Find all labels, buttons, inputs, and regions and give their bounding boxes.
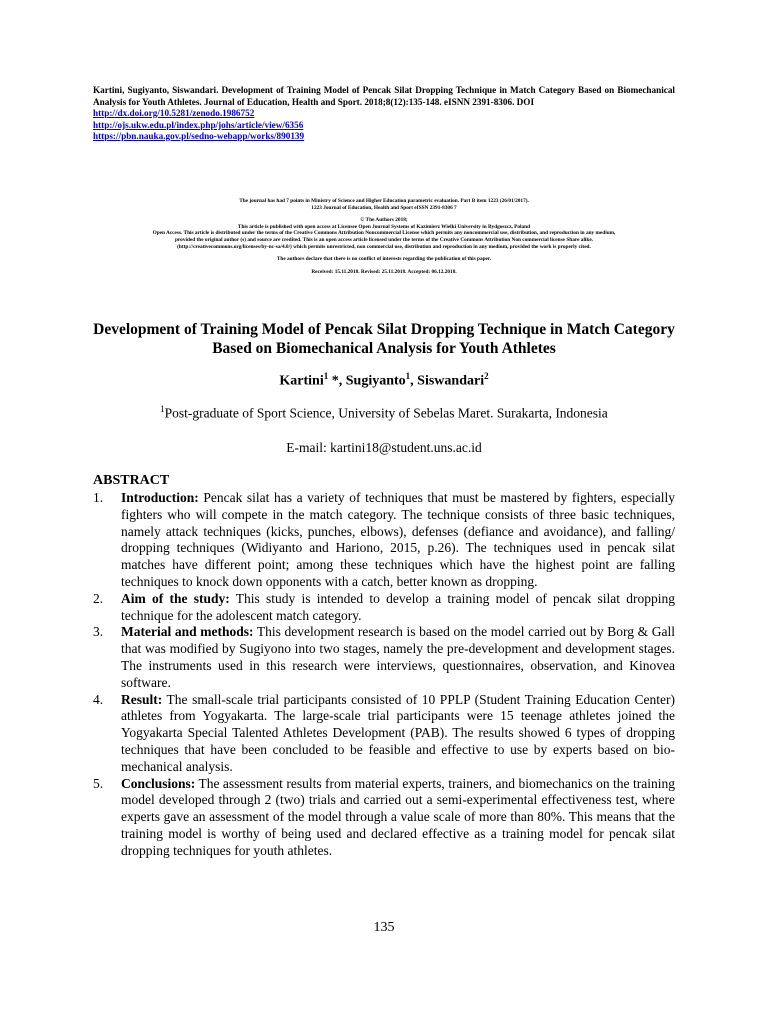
author-separator: *, [328,373,346,389]
abstract-heading: ABSTRACT [93,473,170,488]
item-text: The assessment results from material experts, trainers, and biomechanics on the training model developed through 2 (two) trials and carried out a semi-experimental effectiveness test, where experts gave an assessment of the model through a value scale of more than 80%. This means that the training model is worthy of being used and declared effective as a training model for pencak silat dropping techniques for youth athletes. [121,775,675,858]
copyright-line: © The Authors 2018; [360,217,408,224]
citation-block [93,85,675,143]
author-affiliation-mark: 2 [484,371,489,381]
item-text: This study is intended to develop a training model of pencak silat dropping technique for the adolescent match category. [121,590,675,623]
license-line-2: Open Access. This article is distributed under the terms of the Creative Commons Attribution Noncommercial License which permits any noncommercial use, distribution, and reproduction in any medium, [152,230,616,237]
contact-email: E-mail: kartini18@student.uns.ac.id [286,440,482,455]
author-list [93,371,675,390]
item-number: 3. [93,624,104,640]
item-number: 2. [93,590,104,606]
journal-notice [93,198,675,275]
evaluation-line-2: 1223 Journal of Education, Health and Sport eISSN 2391-8306 7 [311,204,457,211]
abstract-item [93,692,675,776]
license-line-1: This article is published with open access at Licensee Open Journal Systems of Kazimierz Wielki University in Bydgoszcz, Poland [237,223,531,230]
author-name: Sugiyanto [345,373,406,389]
doi-link[interactable]: http://dx.doi.org/10.5281/zenodo.1986752 [93,108,255,118]
citation-text: Kartini, Sugiyanto, Siswandari. Development of Training Model of Pencak Silat Dropping Technique in Match Category Based on Biomechanical Analysis for Youth Athletes. Journal of Education, Health and Sport. 2018;8(12):135-148. eISNN 2391-8306. DOI [93,85,675,107]
pbn-link[interactable]: https://pbn.nauka.gov.pl/sedno-webapp/works/890139 [93,131,305,141]
author-name: Siswandari [417,373,485,389]
abstract-list [93,490,675,860]
author-affiliation-mark: 1 [405,371,411,381]
abstract-item [93,490,675,591]
author-separator: , [410,373,418,389]
affiliation-text: Post-graduate of Sport Science, University of Sebelas Maret. Surakarta, Indonesia [164,405,608,421]
publication-dates: Received: 15.11.2018. Revised: 25.11.2018. Accepted: 06.12.2018. [311,268,457,275]
evaluation-line-1: The journal has had 7 points in Ministry of Science and Higher Education parametric evaluation. Part B item 1223 (26/01/2017). [239,198,529,204]
paper-title: Development of Training Model of Pencak Silat Dropping Technique in Match Category Based on Biomechanical Analysis for Youth Athletes [93,321,675,357]
abstract-item [93,624,675,691]
journal-article-link[interactable]: http://ojs.ukw.edu.pl/index.php/johs/article/view/6356 [93,119,304,130]
item-label: Introduction: [121,490,199,505]
author-affiliation-mark: 1 [323,371,329,381]
page-number: 135 [373,920,395,935]
item-number: 1. [93,490,104,505]
item-text: The small-scale trial participants consisted of 10 PPLP (Student Training Education Center) athletes from Yogyakarta. The large-scale trial participants were 15 teenage athletes joined the Yogyakarta Special Talented Athletes Development (PAB). The results showed 6 types of dropping techniques that have been concluded to be feasible and effective to use by experts based on bio-mechanical analysis. [121,691,675,774]
affiliation [93,404,675,422]
item-label: Aim of the study: [121,590,230,606]
item-number: 4. [93,691,104,707]
item-text: This development research is based on the model carried out by Borg & Gall that was modified by Sugiyono into two stages, namely the pre-development and development stages. The instruments used in this research were interviews, questionnaires, observation, and Kinovea software. [121,624,675,690]
license-line-4: (http://creativecommons.org/licenses/by-nc-sa/4.0/) which permits unrestricted, non commercial use, distribution and reproduction in any medium, provided the work is properly cited. [177,243,591,250]
abstract-item [93,591,675,625]
affiliation-mark: 1 [160,404,165,414]
item-number: 5. [93,775,104,791]
abstract-item [93,776,675,860]
item-label: Material and methods: [121,624,254,640]
item-label: Conclusions: [121,775,196,791]
item-text: Pencak silat has a variety of techniques that must be mastered by fighters, especially fighters who will compete in the match category. The technique consists of three basic techniques, namely attack techniques (kicks, punches, elbows), defenses (defiance and avoidance), and falling/ dropping techniques (Widiyanto and Hariono, 2015, p.26). The techniques used in pencak silat matches have different point; among these techniques which have the highest point are falling techniques to knock down opponents with a catch, better known as dropping. [121,490,675,589]
license-line-3: provided the original author (s) and source are credited. This is an open access article licensed under the terms of the Creative Commons Attribution Non commercial license Share alike. [174,236,594,243]
author-name: Kartini [279,373,324,389]
item-label: Result: [121,691,163,707]
conflict-statement: The authors declare that there is no conflict of interests regarding the publication of this paper. [276,256,492,263]
